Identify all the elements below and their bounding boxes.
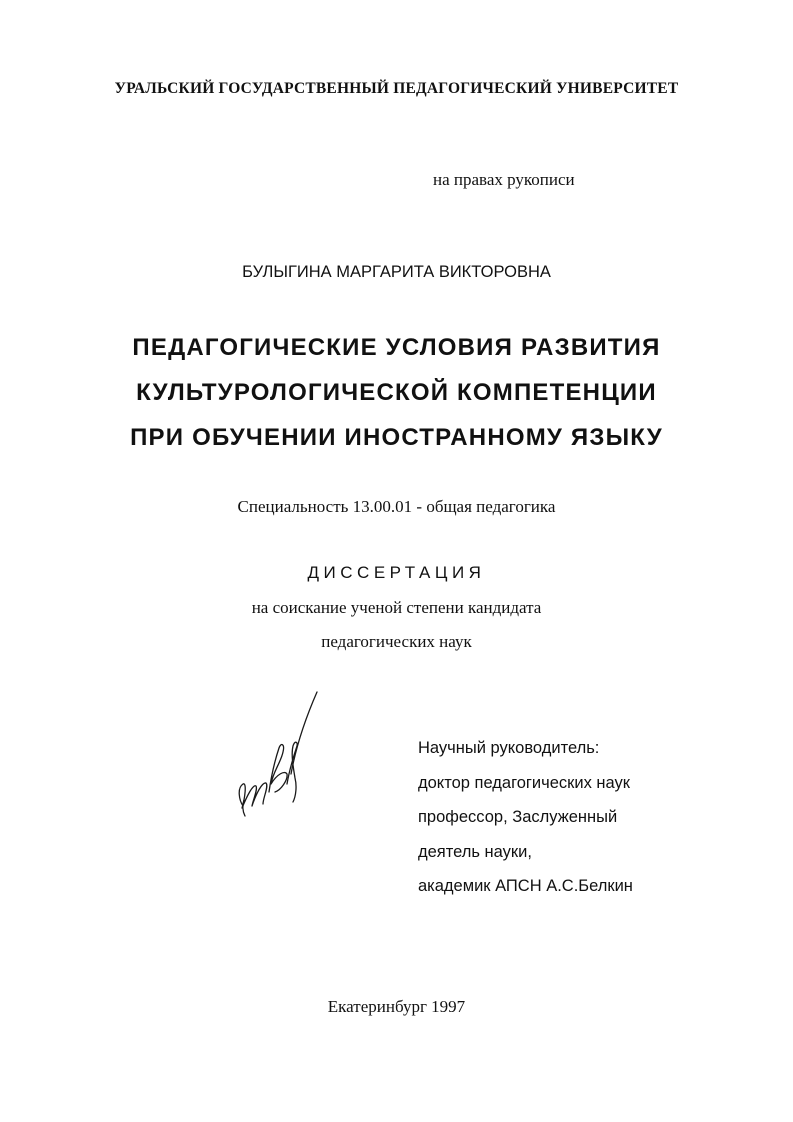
title-line: ПЕДАГОГИЧЕСКИЕ УСЛОВИЯ РАЗВИТИЯ [132,334,661,361]
title-line: КУЛЬТУРОЛОГИЧЕСКОЙ КОМПЕТЕНЦИИ [136,379,657,406]
dissertation-title [0,325,793,460]
university-name: УРАЛЬСКИЙ ГОСУДАРСТВЕННЫЙ ПЕДАГОГИЧЕСКИЙ УНИВЕРСИТЕТ [114,80,679,97]
manuscript-note: на правах рукописи [433,170,575,189]
degree-line: на соискание ученой степени кандидата [251,598,542,617]
supervisor-line: доктор педагогических наук [418,773,631,792]
author-name: БУЛЫГИНА МАРГАРИТА ВИКТОРОВНА [242,263,551,281]
dissertation-label: ДИССЕРТАЦИЯ [307,563,486,582]
supervisor-line: профессор, Заслуженный [418,808,618,826]
degree-line: педагогических наук [321,632,472,651]
supervisor-line: деятель науки, [418,842,532,861]
supervisor-line: Научный руководитель: [418,739,600,757]
specialty-line: Специальность 13.00.01 - общая педагогика [237,497,556,516]
supervisor-line: академик АПСН А.С.Белкин [418,877,633,895]
title-line: ПРИ ОБУЧЕНИИ ИНОСТРАННОМУ ЯЗЫКУ [130,424,663,451]
handwritten-signature [225,688,325,828]
supervisor-block [418,731,633,904]
city-year: Екатеринбург 1997 [327,997,466,1016]
